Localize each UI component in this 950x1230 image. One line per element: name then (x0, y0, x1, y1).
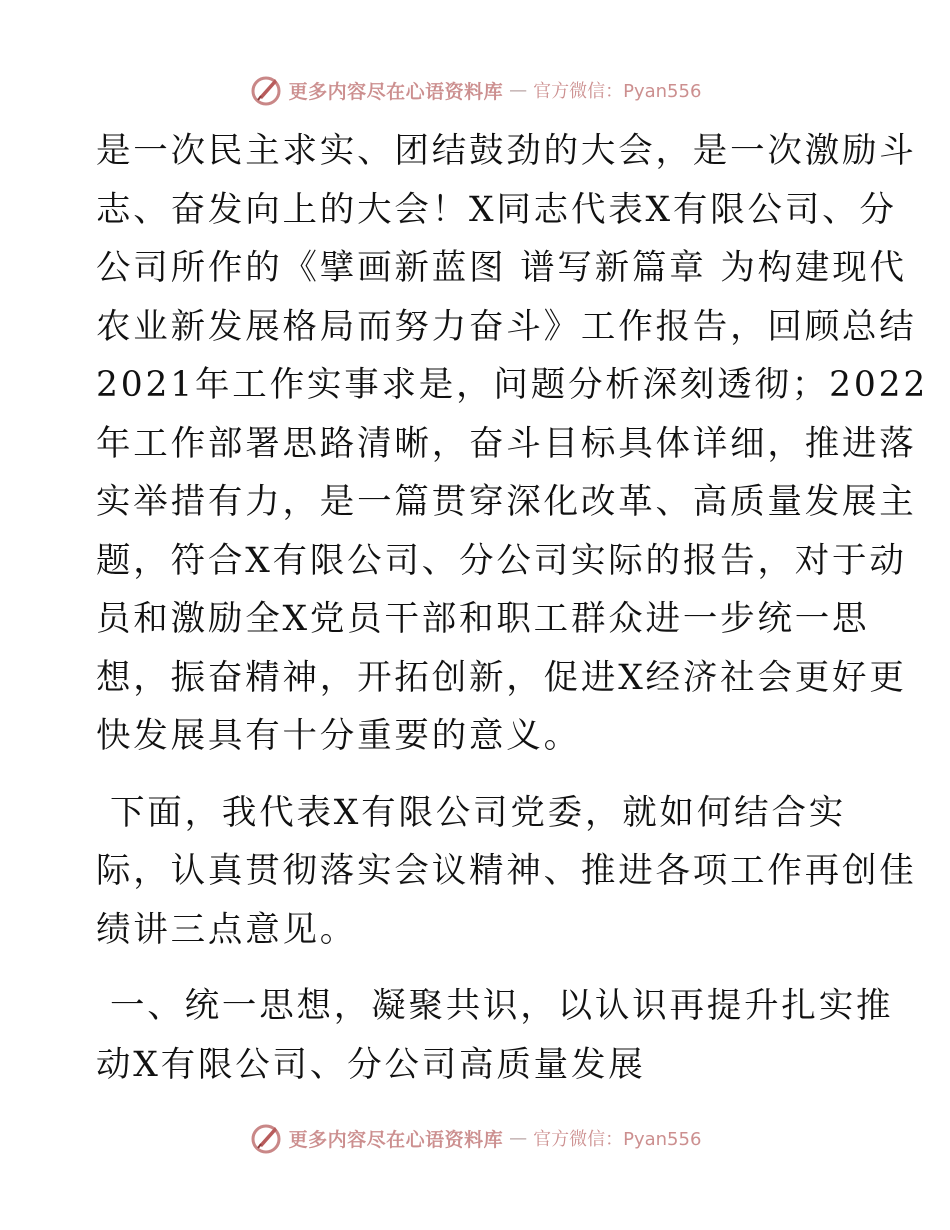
paragraph-2 (96, 784, 917, 960)
watermark-separator: — (509, 1127, 528, 1149)
document-body (96, 122, 929, 1112)
footer-watermark (0, 1118, 950, 1158)
watermark-wechat: 官方微信：Pyan556 (533, 81, 702, 102)
text-line: 是一次民主求实、团结鼓劲的大会，是一次激励斗 (96, 131, 917, 171)
text-line: 绩讲三点意见。 (96, 909, 358, 950)
text-line: 动X有限公司、分公司高质量发展 (96, 1044, 646, 1085)
text-line: 2021年工作实事求是，问题分析深刻透彻；2022 (96, 365, 929, 405)
text-line: 快发展具有十分重要的意义。 (96, 716, 581, 756)
watermark-separator: — (509, 79, 528, 101)
quill-logo-icon (249, 73, 283, 107)
paragraph-3-heading (96, 977, 894, 1094)
text-line: 员和激励全X党员干部和职工群众进一步统一思 (96, 599, 870, 639)
text-line: 题，符合X有限公司、分公司实际的报告，对于动 (96, 540, 907, 581)
watermark-brand: 更多内容尽在心语资料库 (288, 80, 504, 103)
quill-logo-icon (249, 1121, 283, 1155)
header-watermark (0, 70, 950, 110)
watermark-wechat: 官方微信：Pyan556 (533, 1129, 702, 1150)
paragraph-1 (96, 122, 929, 766)
text-line: 想，振奋精神，开拓创新，促进X经济社会更好更 (96, 657, 907, 698)
text-line: 际，认真贯彻落实会议精神、推进各项工作再创佳 (96, 851, 917, 891)
text-line: 下面，我代表X有限公司党委，就如何结合实 (110, 792, 847, 833)
text-line: 志、奋发向上的大会！X同志代表X有限公司、分 (96, 189, 897, 230)
text-line: 实举措有力，是一篇贯穿深化改革、高质量发展主 (96, 482, 917, 522)
text-line: 农业新发展格局而努力奋斗》工作报告，回顾总结 (96, 306, 917, 347)
watermark-brand: 更多内容尽在心语资料库 (288, 1128, 504, 1151)
text-line: 公司所作的《擘画新蓝图 谱写新篇章 为构建现代 (96, 248, 907, 288)
text-line: 年工作部署思路清晰，奋斗目标具体详细，推进落 (96, 423, 917, 464)
text-line: 一、统一思想，凝聚共识，以认识再提升扎实推 (110, 986, 894, 1026)
